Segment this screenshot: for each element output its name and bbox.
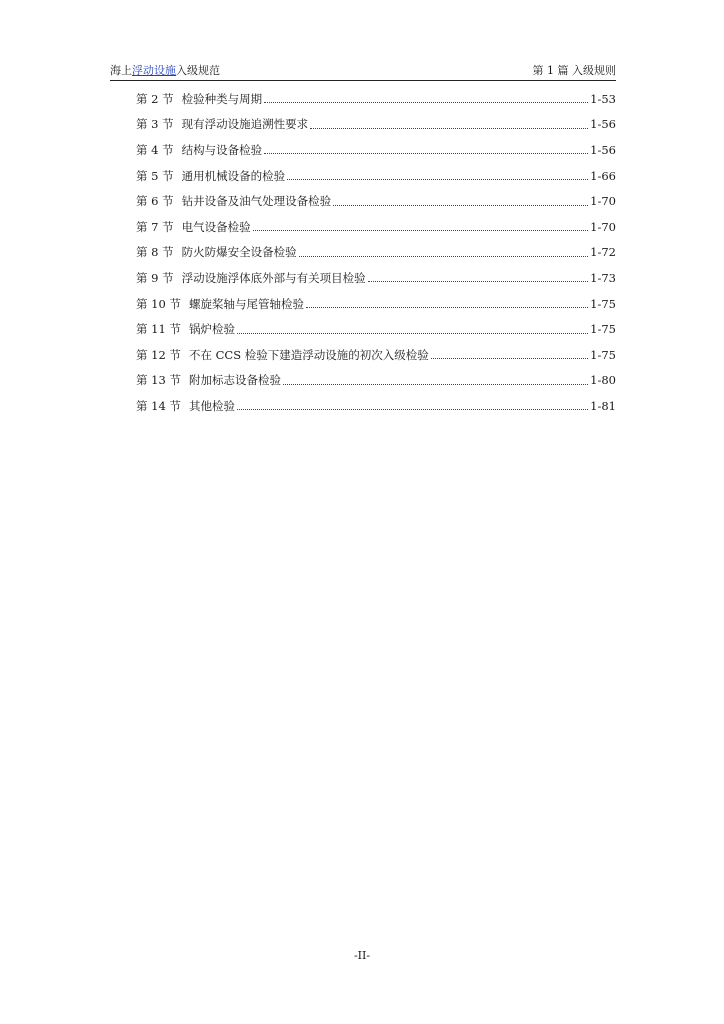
toc-entry-title: 浮动设施浮体底外部与有关项目检验 [181,270,366,285]
toc-entry[interactable] [136,265,616,291]
toc-entry[interactable] [136,393,616,419]
toc-dot-leader [253,230,589,231]
toc-entry-page: 1-75 [590,347,616,362]
toc-entry-page: 1-70 [590,194,616,209]
toc-entry-number: 第 4 节 [136,142,174,157]
table-of-contents [136,86,616,419]
toc-entry-number: 第 9 节 [136,270,174,285]
toc-dot-leader [237,333,588,334]
toc-entry-number: 第 12 节 [136,347,181,362]
toc-entry-number: 第 11 节 [136,322,181,337]
toc-entry-number: 第 13 节 [136,373,181,388]
toc-entry[interactable] [136,316,616,342]
toc-entry-number: 第 2 节 [136,91,174,106]
toc-dot-leader [368,281,589,282]
toc-entry[interactable] [136,86,616,112]
toc-entry[interactable] [136,368,616,394]
toc-dot-leader [306,307,588,308]
toc-dot-leader [283,384,588,385]
toc-entry-page: 1-75 [590,296,616,311]
toc-entry-number: 第 3 节 [136,117,174,132]
toc-entry-number: 第 8 节 [136,245,174,260]
toc-entry-title: 附加标志设备检验 [188,373,281,388]
toc-entry[interactable] [136,214,616,240]
toc-entry[interactable] [136,112,616,138]
toc-entry[interactable] [136,137,616,163]
toc-dot-leader [264,102,588,103]
page-number: -II- [353,949,371,962]
toc-entry[interactable] [136,240,616,266]
toc-entry-title: 螺旋桨轴与尾管轴检验 [188,296,304,311]
header-document-title [110,64,220,78]
toc-entry-title: 结构与设备检验 [181,142,263,157]
toc-entry-page: 1-66 [590,168,616,183]
toc-entry-title: 其他检验 [188,398,235,413]
toc-dot-leader [264,153,588,154]
toc-entry-page: 1-56 [590,117,616,132]
toc-entry-page: 1-75 [590,322,616,337]
toc-entry-title: 检验种类与周期 [181,91,263,106]
header-title-prefix: 海上 [110,64,132,77]
toc-entry[interactable] [136,188,616,214]
toc-entry-page: 1-56 [590,142,616,157]
toc-dot-leader [287,179,588,180]
toc-entry-page: 1-53 [590,91,616,106]
toc-entry-number: 第 7 节 [136,219,174,234]
toc-dot-leader [310,128,588,129]
toc-entry-page: 1-81 [590,398,616,413]
toc-entry-title: 现有浮动设施追溯性要求 [181,117,309,132]
toc-entry-title: 钻井设备及油气处理设备检验 [181,194,332,209]
page-header [110,64,616,81]
header-section-title: 第 1 篇 入级规则 [532,64,616,77]
header-title-link[interactable]: 浮动设施 [132,64,176,77]
toc-entry-page: 1-70 [590,219,616,234]
toc-entry-number: 第 6 节 [136,194,174,209]
toc-entry[interactable] [136,163,616,189]
toc-entry[interactable] [136,342,616,368]
toc-entry-title: 不在 CCS 检验下建造浮动设施的初次入级检验 [188,347,429,362]
toc-dot-leader [431,358,588,359]
toc-dot-leader [299,256,589,257]
toc-dot-leader [333,205,588,206]
toc-entry-title: 锅炉检验 [188,322,235,337]
header-title-suffix: 入级规范 [176,64,220,77]
toc-entry[interactable] [136,291,616,317]
toc-entry-page: 1-73 [590,270,616,285]
toc-entry-number: 第 5 节 [136,168,174,183]
toc-dot-leader [237,409,588,410]
toc-entry-page: 1-80 [590,373,616,388]
toc-entry-title: 电气设备检验 [181,219,251,234]
toc-entry-number: 第 14 节 [136,398,181,413]
toc-entry-page: 1-72 [590,245,616,260]
toc-entry-number: 第 10 节 [136,296,181,311]
toc-entry-title: 通用机械设备的检验 [181,168,286,183]
toc-entry-title: 防火防爆安全设备检验 [181,245,297,260]
